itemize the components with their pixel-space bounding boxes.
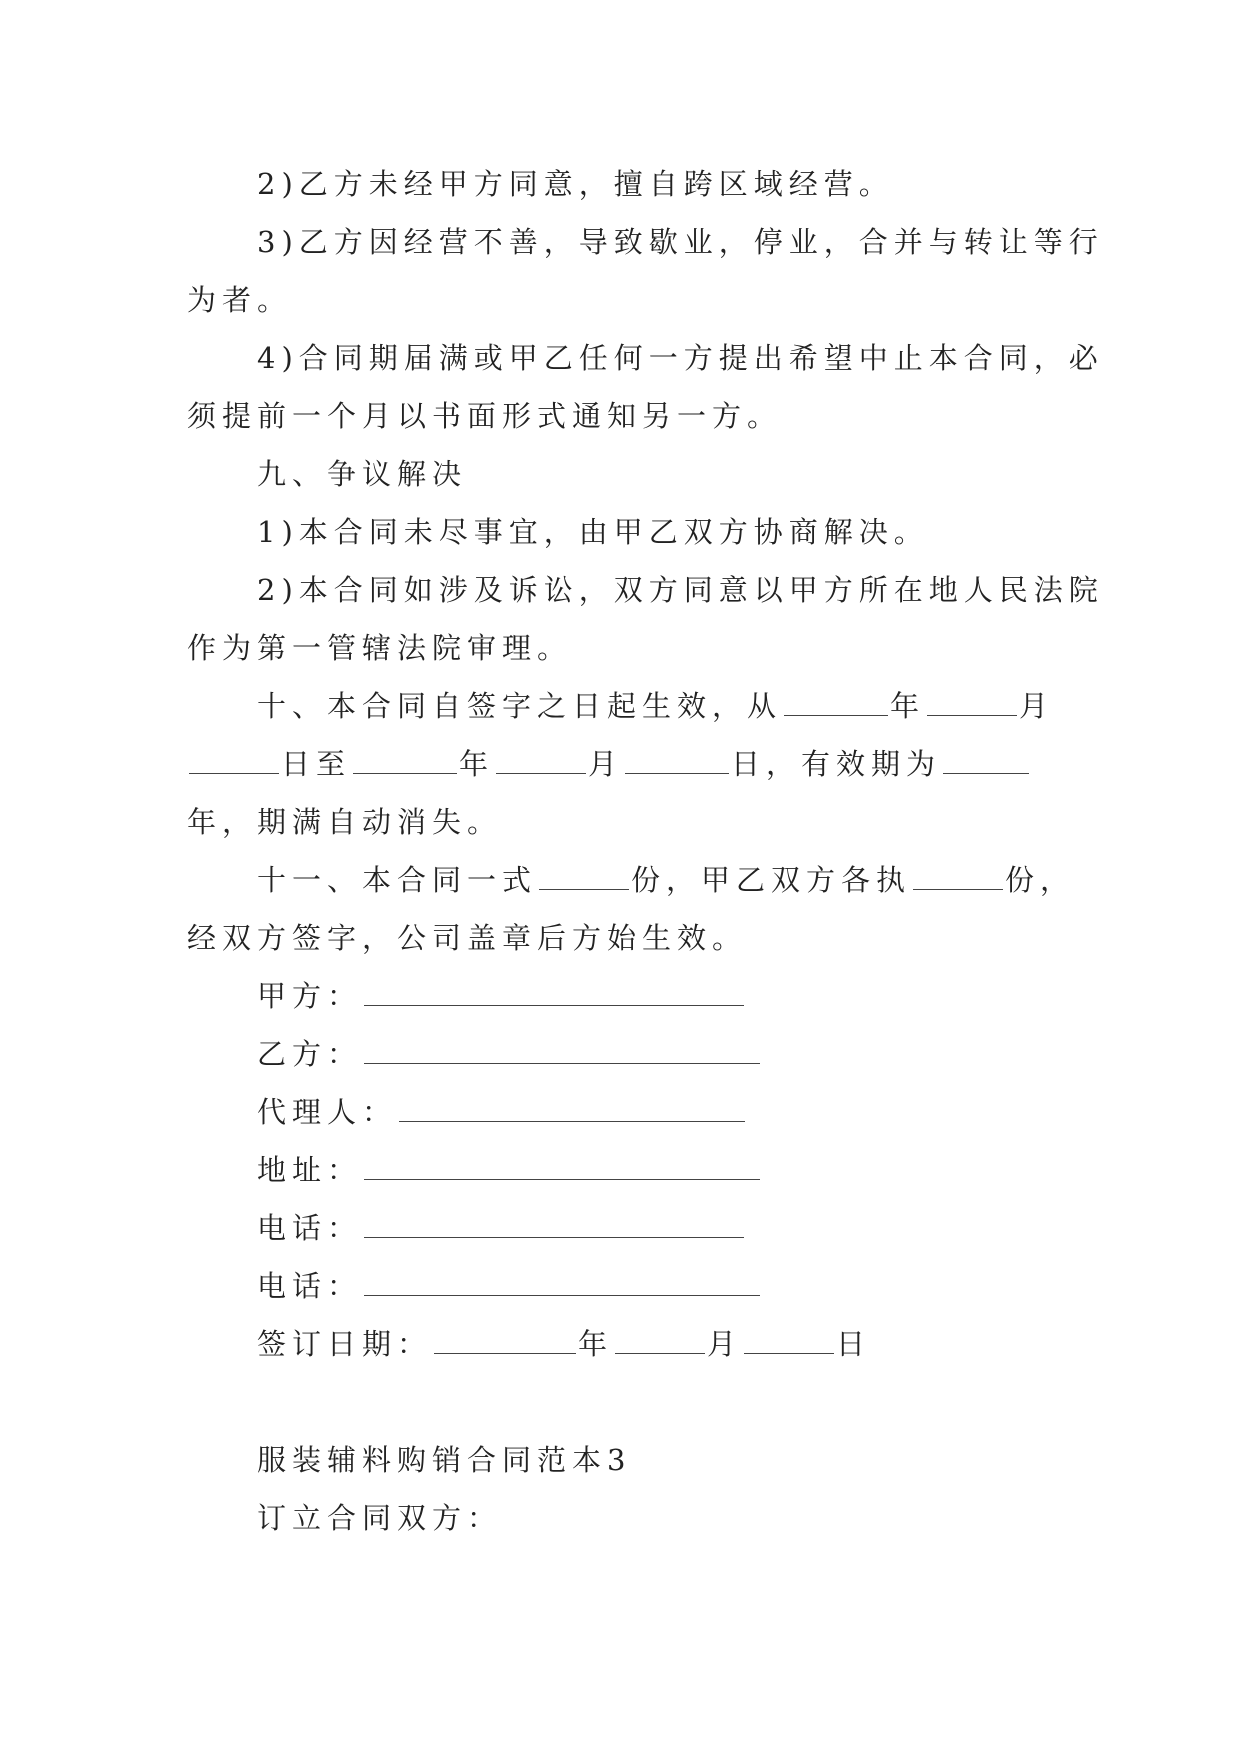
validity-label: 日，有效期为	[731, 747, 942, 781]
month-label: 月	[588, 747, 624, 781]
clause11-line1	[0, 860, 1241, 900]
start-day-blank[interactable]	[189, 747, 279, 774]
sign-day-label: 日	[836, 1327, 872, 1361]
clause8-item2: 2)乙方未经甲方同意，擅自跨区域经营。	[257, 167, 894, 201]
party-a-blank[interactable]	[364, 979, 744, 1006]
each-copies-blank[interactable]	[913, 863, 1003, 890]
phone1-row	[0, 1208, 1241, 1248]
address-blank[interactable]	[364, 1153, 760, 1180]
sign-date-label: 签订日期：	[257, 1327, 433, 1361]
clause11-line2: 经双方签字，公司盖章后方始生效。	[187, 921, 748, 955]
clause9-item2-cont: 作为第一管辖法院审理。	[187, 631, 573, 665]
address-label: 地址：	[257, 1153, 363, 1187]
clause10-line2	[0, 744, 1241, 784]
address-row	[0, 1150, 1241, 1190]
sign-year-label: 年	[578, 1327, 614, 1361]
clause10-text: 十、本合同自签字之日起生效，从	[257, 689, 783, 723]
year-label: 年	[459, 747, 495, 781]
year-label: 年	[890, 689, 926, 723]
section9-heading: 九、争议解决	[257, 457, 468, 491]
phone1-blank[interactable]	[364, 1211, 744, 1238]
sign-month-label: 月	[707, 1327, 743, 1361]
clause10-line1	[0, 686, 1241, 726]
clause11-text: 十一、本合同一式	[257, 863, 538, 897]
agent-label: 代理人：	[257, 1095, 398, 1129]
day-to-label: 日至	[281, 747, 352, 781]
agent-row	[0, 1092, 1241, 1132]
end-year-blank[interactable]	[353, 747, 457, 774]
end-month-blank[interactable]	[496, 747, 586, 774]
party-a-row	[0, 976, 1241, 1016]
clause8-item4-cont: 须提前一个月以书面形式通知另一方。	[187, 399, 783, 433]
clause8-item4: 4)合同期届满或甲乙任何一方提出希望中止本合同，必	[257, 341, 1104, 375]
start-month-blank[interactable]	[927, 689, 1017, 716]
sign-day-blank[interactable]	[744, 1327, 834, 1354]
end-day-blank[interactable]	[625, 747, 729, 774]
sign-year-blank[interactable]	[434, 1327, 576, 1354]
start-year-blank[interactable]	[784, 689, 888, 716]
party-b-row	[0, 1034, 1241, 1074]
clause9-item2: 2)本合同如涉及诉讼，双方同意以甲方所在地人民法院	[257, 573, 1104, 607]
sign-date-row	[0, 1324, 1241, 1364]
clause10-line3: 年，期满自动消失。	[187, 805, 503, 839]
parties-heading: 订立合同双方：	[257, 1501, 503, 1535]
agent-blank[interactable]	[399, 1095, 745, 1122]
clause11-text2: 份，甲乙双方各执	[631, 863, 912, 897]
phone2-row	[0, 1266, 1241, 1306]
party-b-blank[interactable]	[364, 1037, 760, 1064]
clause11-text3: 份，	[1005, 863, 1076, 897]
section-title-3: 服装辅料购销合同范本3	[257, 1443, 632, 1477]
clause8-item3-cont: 为者。	[187, 283, 293, 317]
clause9-item1: 1)本合同未尽事宜，由甲乙双方协商解决。	[257, 515, 929, 549]
month-label: 月	[1019, 689, 1055, 723]
party-a-label: 甲方：	[257, 979, 363, 1013]
phone1-label: 电话：	[257, 1211, 363, 1245]
phone2-label: 电话：	[257, 1269, 363, 1303]
validity-years-blank[interactable]	[943, 747, 1029, 774]
clause8-item3: 3)乙方因经营不善，导致歇业，停业，合并与转让等行	[257, 225, 1104, 259]
party-b-label: 乙方：	[257, 1037, 363, 1071]
phone2-blank[interactable]	[364, 1269, 760, 1296]
copies-blank[interactable]	[539, 863, 629, 890]
sign-month-blank[interactable]	[615, 1327, 705, 1354]
